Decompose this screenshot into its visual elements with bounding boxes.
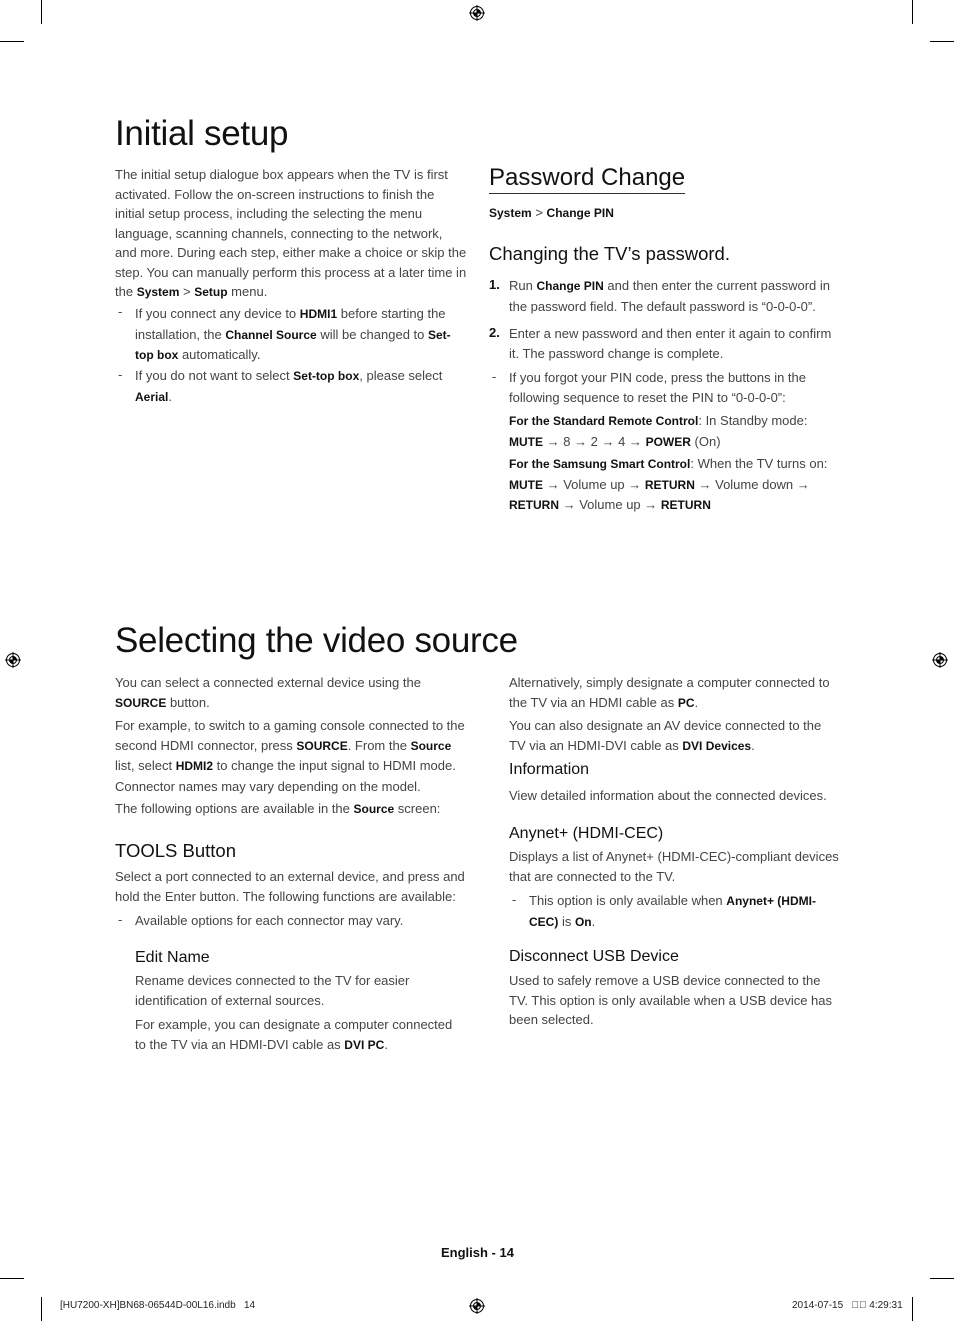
page-title-video-source: Selecting the video source: [115, 621, 518, 660]
anynet-title: Anynet+ (HDMI-CEC): [509, 825, 664, 842]
anynet-text: Displays a list of Anynet+ (HDMI-CEC)-compliant devices that are connected to the TV.: [509, 849, 839, 884]
registration-mark-icon: [469, 5, 485, 21]
bold-term: Change PIN: [546, 206, 614, 220]
crop-mark: [0, 1278, 24, 1279]
bold-term: SOURCE: [296, 738, 348, 753]
bold-term: RETURN: [660, 498, 711, 512]
edit-name-title: Edit Name: [135, 949, 210, 966]
bullet-dash: -: [118, 304, 123, 319]
bold-term: MUTE: [509, 434, 543, 449]
bold-term: MUTE: [509, 477, 543, 492]
bold-term: Set-top box: [135, 327, 451, 362]
crop-mark: [930, 41, 954, 42]
right-p2: You can also designate an AV device connected to the TV via an HDMI-DVI cable as DVI Devices.: [509, 718, 822, 753]
tools-note: Available options for each connector may vary.: [135, 913, 404, 928]
bullet-dash: -: [118, 912, 123, 927]
bullet-dash: -: [492, 369, 497, 384]
subtitle-tools-button: TOOLS Button: [115, 840, 236, 861]
subtitle-changing-password: Changing the TV’s password.: [489, 243, 730, 264]
bold-term: Source: [410, 738, 452, 753]
bold-term: For the Standard Remote Control: [509, 414, 699, 428]
anynet-note: This option is only available when Anynet+ (HDMI-CEC) is On.: [529, 893, 816, 929]
bold-term: POWER: [645, 434, 691, 449]
bullet-dash: -: [118, 367, 123, 382]
step-number: 1.: [489, 277, 500, 292]
edit-name-p1: Rename devices connected to the TV for easier identification of external sources.: [135, 973, 410, 1008]
video-source-p2: For example, to switch to a gaming console connected to the second HDMI connector, press SOURCE. From the Source list, select HDMI2 to change the input signal to HDMI mode. Connector names may vary depending on the model.: [115, 718, 465, 794]
bold-term: PC: [677, 695, 695, 710]
registration-mark-icon: [469, 1298, 485, 1314]
bullet-dash: -: [512, 892, 517, 907]
print-slug-date: 2014-07-15 ￿￿ 4:29:31: [792, 1300, 903, 1311]
bold-term: HDMI2: [175, 759, 214, 773]
registration-mark-icon: [5, 652, 21, 668]
disconnect-usb-text: Used to safely remove a USB device connected to the TV. This option is only available when a USB device has been selected.: [509, 973, 833, 1027]
standard-remote-sequence: For the Standard Remote Control: In Standby mode: MUTE → 8 → 2 → 4 → POWER (On): [509, 413, 808, 449]
bold-term: Channel Source: [225, 327, 317, 342]
bold-term: Anynet+ (HDMI-CEC): [529, 894, 816, 929]
crop-mark: [912, 1297, 913, 1321]
step-2-text: Enter a new password and then enter it again to confirm it. The password change is complete.: [509, 326, 832, 361]
step-number: 2.: [489, 325, 500, 340]
bold-term: HDMI1: [299, 307, 338, 321]
crop-mark: [0, 41, 24, 42]
bold-term: Source: [353, 802, 395, 816]
bold-term: Setup: [194, 285, 228, 299]
bold-term: Set-top box: [293, 369, 360, 383]
disconnect-usb-title: Disconnect USB Device: [509, 948, 679, 965]
edit-name-p2: For example, you can designate a computer connected to the TV via an HDMI-DVI cable as DVI PC.: [135, 1017, 453, 1052]
bold-term: DVI PC: [344, 1037, 385, 1052]
smart-control-sequence: For the Samsung Smart Control: When the TV turns on: MUTE → Volume up → RETURN → Volume down → RETURN → Volume up → RETURN: [509, 456, 828, 512]
bold-term: RETURN: [509, 498, 559, 512]
crop-mark: [912, 0, 913, 24]
right-p1: Alternatively, simply designate a computer connected to the TV via an HDMI cable as PC.: [509, 675, 830, 710]
bold-term: On: [574, 914, 592, 929]
crop-mark: [930, 1278, 954, 1279]
bold-term: System: [136, 285, 180, 299]
information-title: Information: [509, 761, 590, 778]
information-text: View detailed information about the connected devices.: [509, 788, 827, 803]
print-slug-file: [HU7200-XH]BN68-06544D-00L16.indb 14: [60, 1300, 256, 1311]
crop-mark: [41, 1297, 42, 1321]
page-number: English - 14: [441, 1245, 514, 1260]
step-1-text: Run Change PIN and then enter the current password in the password field. The default password is “0-0-0-0”.: [509, 278, 831, 314]
bold-term: Change PIN: [536, 279, 604, 293]
video-source-p3: The following options are available in the Source screen:: [115, 801, 441, 816]
bold-term: System: [489, 206, 532, 220]
bold-term: DVI Devices: [682, 738, 752, 753]
bold-term: RETURN: [644, 477, 695, 492]
bold-term: For the Samsung Smart Control: [509, 457, 691, 471]
tools-text: Select a port connected to an external device, and press and hold the Enter button. The following functions are available:: [115, 869, 465, 904]
initial-setup-note-aerial: If you do not want to select Set-top box, please select Aerial.: [135, 368, 443, 404]
section-title-password-change: Password Change: [489, 164, 685, 194]
bold-term: SOURCE: [115, 695, 167, 710]
video-source-p1: You can select a connected external device using the SOURCE button.: [115, 675, 421, 710]
crop-mark: [41, 0, 42, 24]
pin-reset-note: If you forgot your PIN code, press the buttons in the following sequence to reset the PIN to “0-0-0-0”:: [509, 370, 807, 405]
page-title-initial-setup: Initial setup: [115, 114, 289, 153]
password-menu-path: System > Change PIN: [489, 205, 614, 220]
bold-term: Aerial: [135, 389, 169, 404]
initial-setup-note-hdmi: If you connect any device to HDMI1 before starting the installation, the Channel Source will be changed to Set-top box automatically.: [135, 306, 451, 362]
initial-setup-intro: The initial setup dialogue box appears when the TV is first activated. Follow the on-screen instructions to finish the initial setup process, including the selecting the menu language, scanning channels, connecting to the network, and more. During each step, either make a choice or skip the step. You can manually perform this process at a later time in the System > Setup menu.: [115, 167, 467, 299]
registration-mark-icon: [932, 652, 948, 668]
